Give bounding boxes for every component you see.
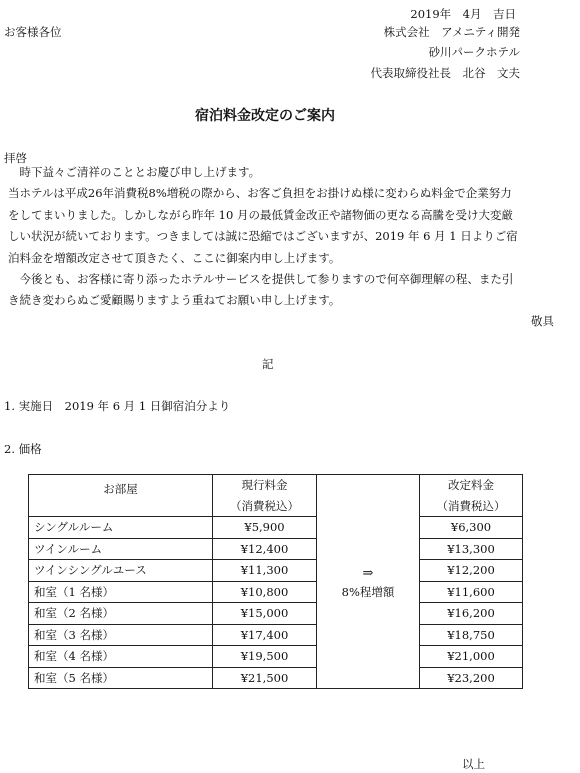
greeting: 拝啓 bbox=[4, 151, 27, 165]
current-price: ¥10,800 bbox=[213, 581, 317, 603]
current-price: ¥12,400 bbox=[213, 538, 317, 560]
sender-company: 株式会社 アメニティ開発 bbox=[383, 25, 520, 39]
item-implementation-date: 1. 実施日 2019 年 6 月 1 日御宿泊分より bbox=[4, 399, 231, 413]
header-new-sub: （消費税込） bbox=[420, 496, 523, 517]
ki-heading: 記 bbox=[262, 357, 274, 371]
header-room: お部屋 bbox=[29, 475, 213, 517]
body-line: 泊料金を増額改定させて頂きたく、ここに御案内申し上げます。 bbox=[8, 250, 341, 265]
header-current-sub: （消費税込） bbox=[213, 496, 317, 517]
body-line: き続き変わらぬご愛顧賜りますよう重ねてお願い申し上げます。 bbox=[8, 293, 341, 308]
body-line: をしてまいりました。しかしながら昨年 10 月の最低賃金改正や諸物価の更なる高騰を受け大変厳 bbox=[8, 207, 513, 222]
table-row bbox=[29, 560, 523, 582]
room-name: 和室（1 名様） bbox=[29, 581, 213, 603]
body-line: しい状況が続いております。つきましては誠に恐縮ではございますが、2019 年 6 月 1 日よりご宿 bbox=[8, 229, 518, 244]
room-name: ツインシングルユース bbox=[29, 560, 213, 582]
new-price: ¥6,300 bbox=[420, 517, 523, 539]
header-current: 現行料金 bbox=[213, 475, 317, 496]
room-name: 和室（3 名様） bbox=[29, 624, 213, 646]
new-price: ¥13,300 bbox=[420, 538, 523, 560]
table-row bbox=[29, 603, 523, 625]
table-row bbox=[29, 624, 523, 646]
increase-cell bbox=[317, 475, 420, 689]
price-table bbox=[28, 474, 523, 689]
body-line: 時下益々ご清祥のこととお慶び申し上げます。 bbox=[8, 165, 261, 179]
body-text bbox=[8, 162, 560, 312]
issue-date: 2019年 4月 吉日 bbox=[410, 7, 516, 21]
room-name: 和室（5 名様） bbox=[29, 667, 213, 689]
closing-keigu: 敬具 bbox=[531, 314, 554, 328]
new-price: ¥21,000 bbox=[420, 646, 523, 668]
sender-hotel: 砂川パークホテル bbox=[428, 45, 520, 59]
arrow-right-icon: ⇒ bbox=[362, 565, 374, 581]
current-price: ¥17,400 bbox=[213, 624, 317, 646]
current-price: ¥11,300 bbox=[213, 560, 317, 582]
new-price: ¥12,200 bbox=[420, 560, 523, 582]
document-title: 宿泊料金改定のご案内 bbox=[195, 108, 335, 124]
room-name: シングルルーム bbox=[29, 517, 213, 539]
new-price: ¥16,200 bbox=[420, 603, 523, 625]
sender-representative: 代表取締役社長 北谷 文夫 bbox=[370, 66, 520, 80]
increase-note: 8%程増額 bbox=[341, 584, 395, 599]
new-price: ¥18,750 bbox=[420, 624, 523, 646]
table-header-row bbox=[29, 475, 523, 496]
room-name: 和室（2 名様） bbox=[29, 603, 213, 625]
room-name: ツインルーム bbox=[29, 538, 213, 560]
current-price: ¥19,500 bbox=[213, 646, 317, 668]
recipient: お客様各位 bbox=[4, 25, 62, 39]
table-row bbox=[29, 581, 523, 603]
current-price: ¥5,900 bbox=[213, 517, 317, 539]
body-line: 今後とも、お客様に寄り添ったホテルサービスを提供して参りますので何卒御理解の程、また引 bbox=[8, 272, 514, 287]
table-row bbox=[29, 646, 523, 668]
current-price: ¥21,500 bbox=[213, 667, 317, 689]
room-name: 和室（4 名様） bbox=[29, 646, 213, 668]
end-ijou: 以上 bbox=[462, 757, 485, 771]
new-price: ¥23,200 bbox=[420, 667, 523, 689]
header-new: 改定料金 bbox=[420, 475, 523, 496]
new-price: ¥11,600 bbox=[420, 581, 523, 603]
table-row bbox=[29, 538, 523, 560]
body-line: 当ホテルは平成26年消費税8%増税の際から、お客ご負担をお掛けぬ様に変わらぬ料金で企業努力 bbox=[8, 186, 512, 201]
table-row bbox=[29, 667, 523, 689]
table-row bbox=[29, 517, 523, 539]
current-price: ¥15,000 bbox=[213, 603, 317, 625]
item-price: 2. 価格 bbox=[4, 442, 42, 456]
